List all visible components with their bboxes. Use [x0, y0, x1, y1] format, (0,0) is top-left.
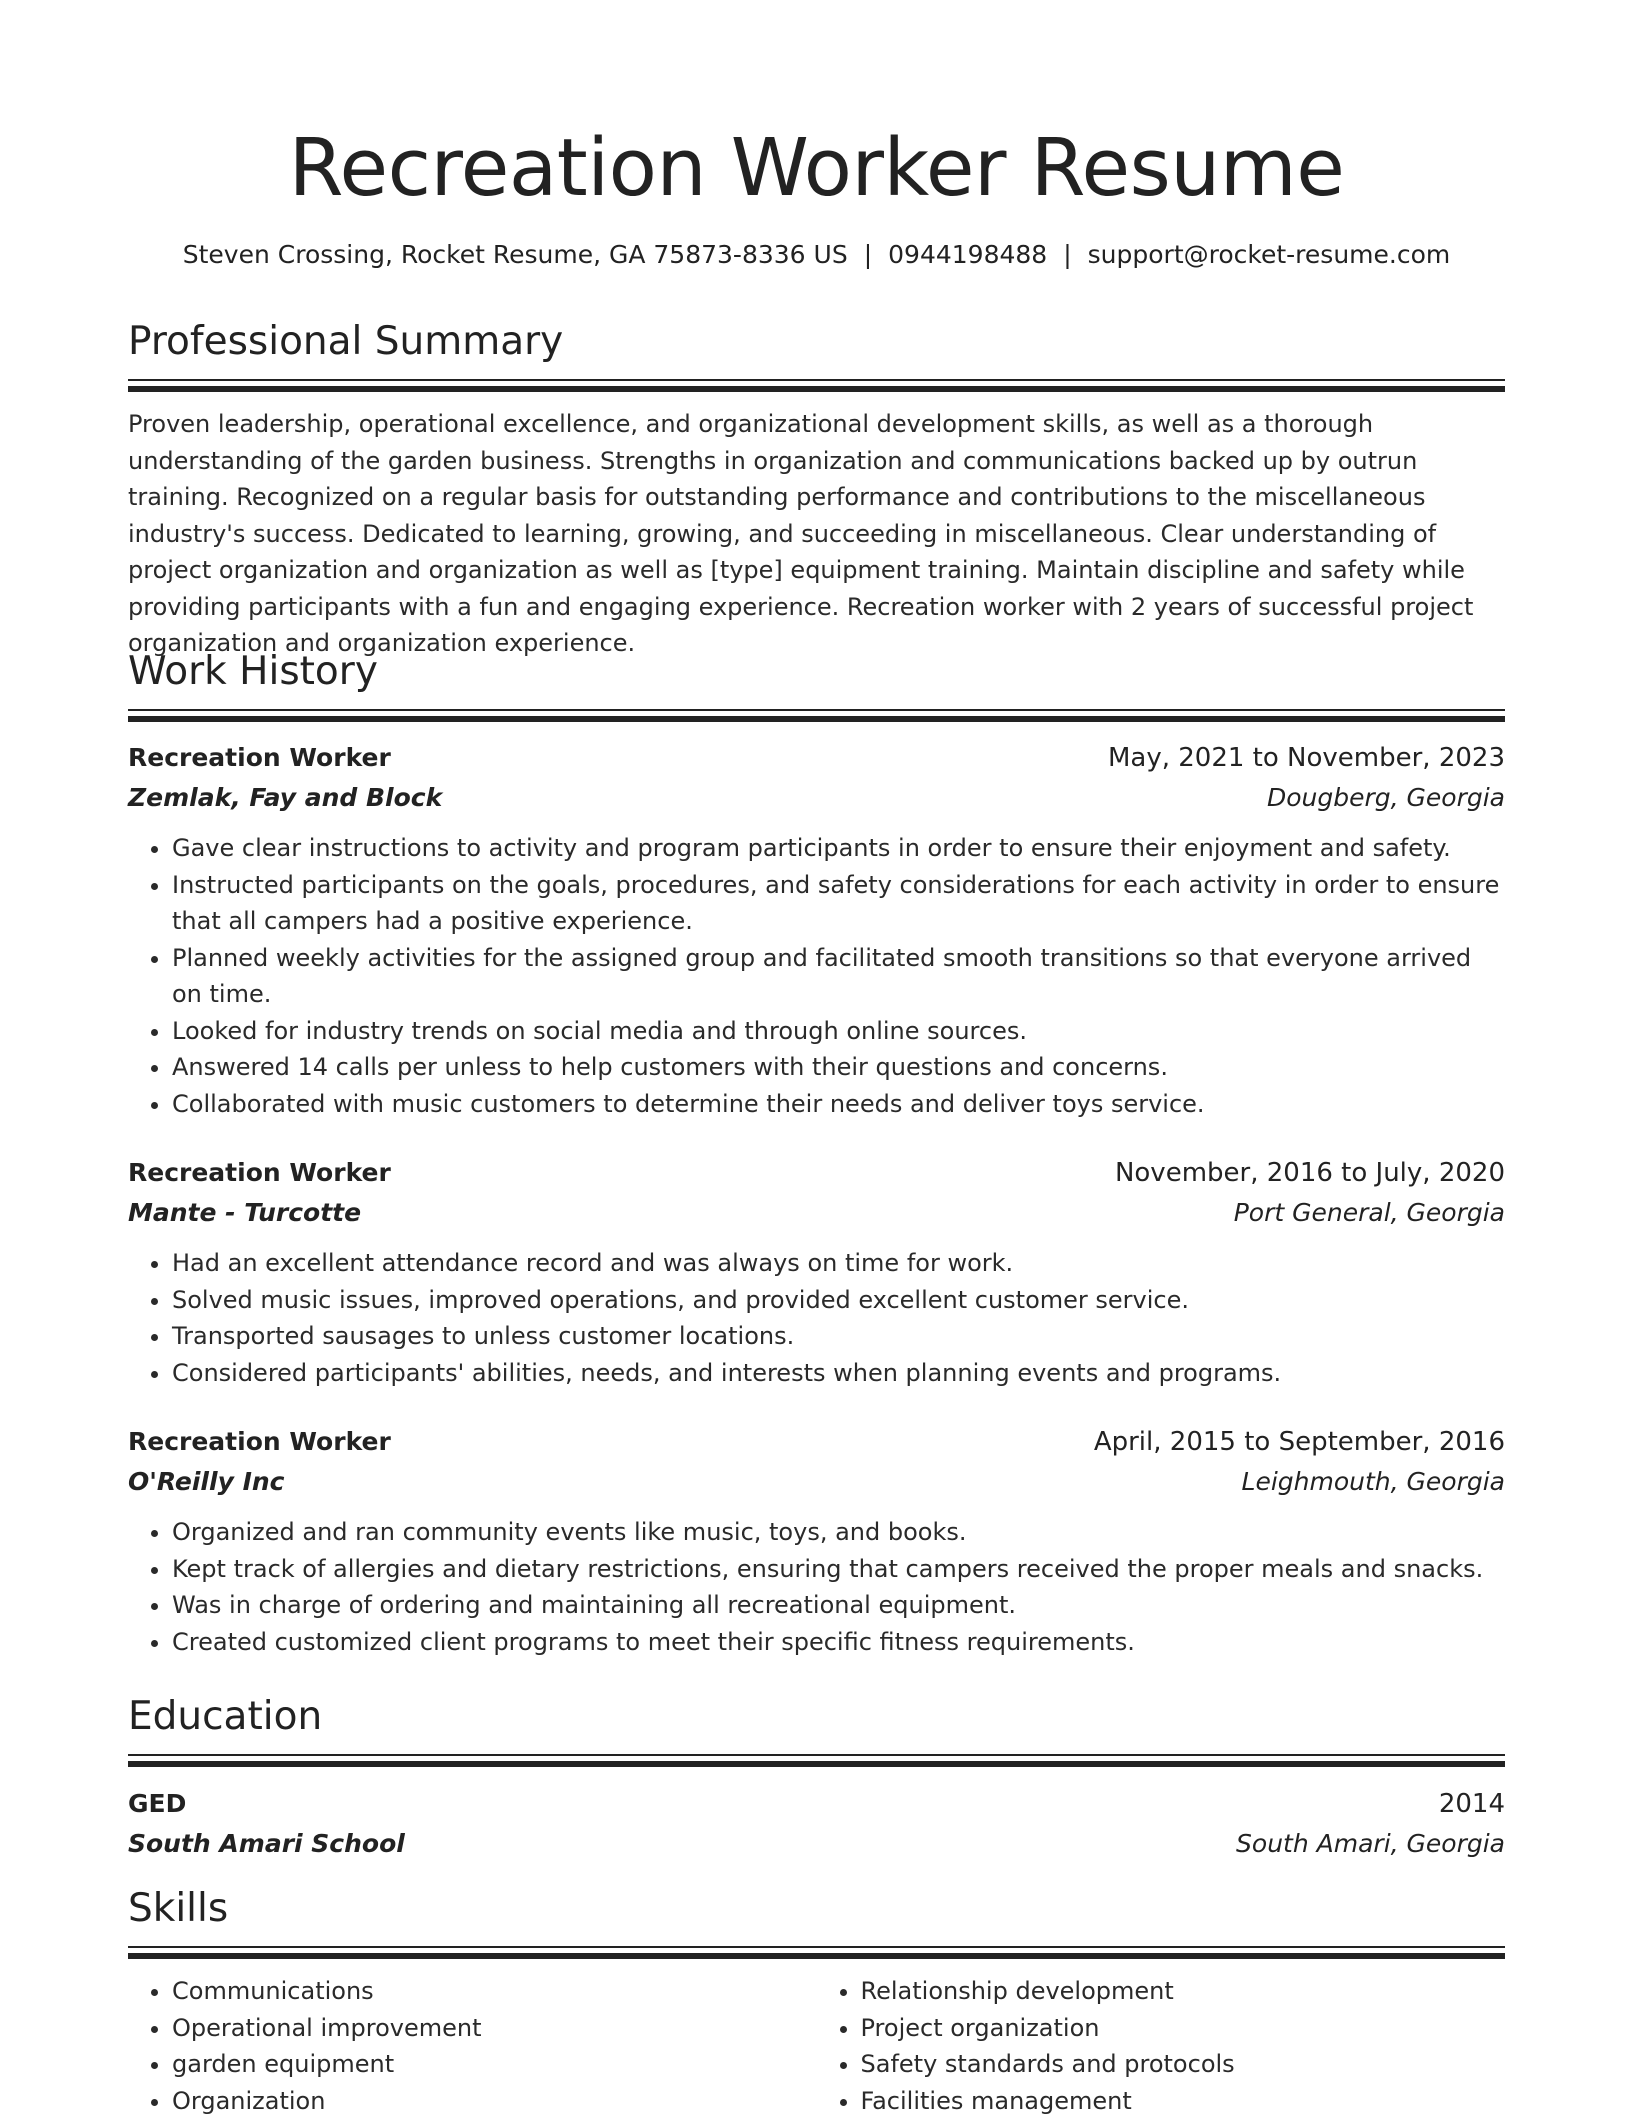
education-school: South Amari School	[128, 1824, 405, 1864]
skills-list-right	[817, 1973, 1506, 2119]
skills-columns	[128, 1973, 1505, 2119]
contact-address: Steven Crossing, Rocket Resume, GA 75873-8336 US	[183, 240, 848, 269]
job-company: O'Reilly Inc	[128, 1462, 285, 1502]
job-bullet: • Organized and ran community events like music, toys, and books.	[172, 1514, 1505, 1551]
job-dates: April, 2015 to September, 2016	[1094, 1422, 1505, 1462]
summary-text: Proven leadership, operational excellence, and organizational development skills, as well as a thorough understanding of the garden business. Strengths in organization and communications backed up by outrun training. Recognized on a regular basis for outstanding performance and contributions to the miscellaneous industry's success. Dedicated to learning, growing, and succeeding in miscellaneous. Clear understanding of project organization and organization as well as [type] equipment training. Maintain discipline and safety while providing participants with a fun and engaging experience. Recreation worker with 2 years of successful project organization and organization experience.	[128, 406, 1505, 662]
skill-item: • Project organization	[861, 2010, 1506, 2047]
education-entry	[128, 1784, 1505, 1864]
skills-heading: Skills	[128, 1884, 1505, 1934]
job-company-row	[128, 1462, 1505, 1502]
contact-email[interactable]: support@rocket-resume.com	[1088, 240, 1451, 269]
contact-line	[128, 238, 1505, 272]
contact-separator: |	[864, 238, 872, 272]
job-bullet: • Transported sausages to unless customer locations.	[172, 1318, 1505, 1355]
skill-item: • Organization	[172, 2083, 817, 2119]
job-company-row	[128, 1193, 1505, 1233]
job-bullet: • Created customized client programs to meet their specific fitness requirements.	[172, 1624, 1505, 1661]
job-bullets	[128, 830, 1505, 1122]
education-school-row	[128, 1824, 1505, 1864]
contact-phone: 0944198488	[888, 240, 1047, 269]
section-divider	[128, 1946, 1505, 1959]
education-location: South Amari, Georgia	[1236, 1824, 1505, 1864]
skill-item: • Operational improvement	[172, 2010, 817, 2047]
skill-item: • Communications	[172, 1973, 817, 2010]
job-company-row	[128, 778, 1505, 818]
section-divider	[128, 1754, 1505, 1767]
job-company: Zemlak, Fay and Block	[128, 778, 442, 818]
education-heading: Education	[128, 1692, 1505, 1742]
job-title: Recreation Worker	[128, 1153, 391, 1193]
job-entry	[128, 738, 1505, 1122]
job-header-row	[128, 1422, 1505, 1462]
summary-section	[128, 317, 1505, 662]
education-header-row	[128, 1784, 1505, 1824]
job-title: Recreation Worker	[128, 1422, 391, 1462]
skills-section	[128, 1884, 1505, 2119]
job-header-row	[128, 738, 1505, 778]
education-degree: GED	[128, 1784, 186, 1824]
job-bullets	[128, 1514, 1505, 1660]
section-divider	[128, 709, 1505, 722]
job-company: Mante - Turcotte	[128, 1193, 361, 1233]
job-title: Recreation Worker	[128, 738, 391, 778]
work-history-heading: Work History	[128, 647, 1505, 697]
job-location: Dougberg, Georgia	[1267, 778, 1505, 818]
section-divider	[128, 379, 1505, 392]
job-bullet: • Collaborated with music customers to determine their needs and deliver toys service.	[172, 1086, 1505, 1123]
resume-title: Recreation Worker Resume	[128, 0, 1505, 218]
job-header-row	[128, 1153, 1505, 1193]
job-bullet: • Solved music issues, improved operations, and provided excellent customer service.	[172, 1282, 1505, 1319]
work-history-section	[128, 647, 1505, 722]
job-bullet: • Answered 14 calls per unless to help customers with their questions and concerns.	[172, 1049, 1505, 1086]
job-entry	[128, 1153, 1505, 1391]
skill-item: • Relationship development	[861, 1973, 1506, 2010]
job-bullet: • Had an excellent attendance record and was always on time for work.	[172, 1245, 1505, 1282]
job-dates: November, 2016 to July, 2020	[1115, 1153, 1505, 1193]
job-bullet: • Looked for industry trends on social media and through online sources.	[172, 1013, 1505, 1050]
skill-item: • garden equipment	[172, 2046, 817, 2083]
education-year: 2014	[1439, 1784, 1505, 1824]
job-bullet: • Gave clear instructions to activity and program participants in order to ensure their enjoyment and safety.	[172, 830, 1505, 867]
job-bullet: • Planned weekly activities for the assigned group and facilitated smooth transitions so that everyone arrived on time.	[172, 940, 1505, 1013]
job-location: Port General, Georgia	[1234, 1193, 1505, 1233]
job-bullets	[128, 1245, 1505, 1391]
skill-item: • Facilities management	[861, 2083, 1506, 2119]
job-bullet: • Was in charge of ordering and maintaining all recreational equipment.	[172, 1587, 1505, 1624]
skill-item: • Safety standards and protocols	[861, 2046, 1506, 2083]
job-location: Leighmouth, Georgia	[1242, 1462, 1505, 1502]
summary-heading: Professional Summary	[128, 317, 1505, 367]
job-bullet: • Kept track of allergies and dietary restrictions, ensuring that campers received the proper meals and snacks.	[172, 1551, 1505, 1588]
job-bullet: • Instructed participants on the goals, procedures, and safety considerations for each activity in order to ensure that all campers had a positive experience.	[172, 867, 1505, 940]
contact-separator: |	[1063, 238, 1071, 272]
job-entry	[128, 1422, 1505, 1660]
skills-list-left	[128, 1973, 817, 2119]
job-bullet: • Considered participants' abilities, needs, and interests when planning events and programs.	[172, 1355, 1505, 1392]
job-dates: May, 2021 to November, 2023	[1108, 738, 1505, 778]
education-section	[128, 1692, 1505, 1864]
